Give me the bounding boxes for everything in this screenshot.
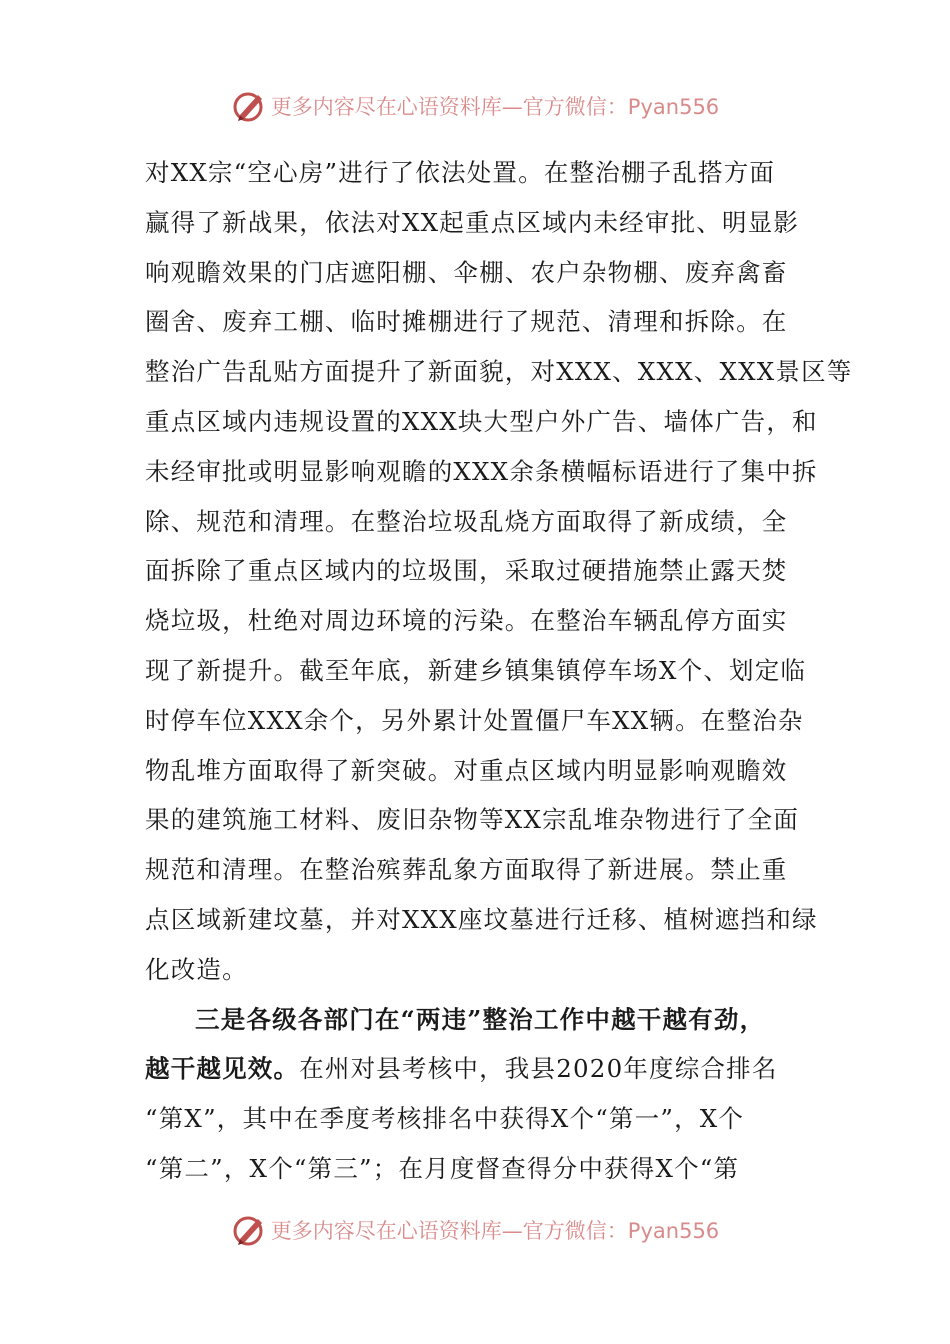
section-heading: 三是各级各部门在“两违”整治工作中越干越有劲，: [195, 1004, 766, 1034]
body-line: 烧垃圾，杜绝对周边环境的污染。在整治车辆乱停方面实: [145, 606, 788, 636]
document-body: [145, 148, 853, 1194]
body-line: “第二”，X个“第三”；在月度督查得分中获得X个“第: [145, 1153, 740, 1183]
body-line: 化改造。: [145, 954, 248, 984]
body-line: 响观瞻效果的门店遮阳棚、伞棚、农户杂物棚、废弃禽畜: [145, 257, 788, 287]
body-line: 圈舍、废弃工棚、临时摊棚进行了规范、清理和拆除。在: [145, 307, 788, 337]
body-line: 物乱堆方面取得了新突破。对重点区域内明显影响观瞻效: [145, 755, 788, 785]
body-line: 点区域新建坟墓，并对XXX座坟墓进行迁移、植树遮挡和绿: [145, 904, 818, 934]
body-line: 重点区域内违规设置的XXX块大型户外广告、墙体广告，和: [145, 406, 818, 436]
body-line: “第X”，其中在季度考核排名中获得X个“第一”，X个: [145, 1104, 745, 1134]
body-line: 赢得了新战果，依法对XX起重点区域内未经审批、明显影: [145, 207, 800, 237]
watermark-header: [0, 86, 950, 126]
watermark-footer: [0, 1210, 950, 1250]
watermark-text: 更多内容尽在心语资料库—官方微信：Pyan556: [270, 1219, 720, 1243]
section-heading-end: 越干越见效。: [145, 1054, 300, 1084]
body-line: 未经审批或明显影响观瞻的XXX余条横幅标语进行了集中拆: [145, 456, 818, 486]
body-line: 果的建筑施工材料、废旧杂物等XX宗乱堆杂物进行了全面: [145, 805, 800, 835]
body-line: 时停车位XXX余个，另外累计处置僵尸车XX辆。在整治杂: [145, 705, 804, 735]
body-line: 除、规范和清理。在整治垃圾乱烧方面取得了新成绩，全: [145, 506, 788, 536]
body-line: 现了新提升。截至年底，新建乡镇集镇停车场X个、划定临: [145, 655, 807, 685]
body-line: 面拆除了重点区域内的垃圾围，采取过硬措施禁止露天焚: [145, 556, 788, 586]
body-line: 整治广告乱贴方面提升了新面貌，对XXX、XXX、XXX景区等: [145, 357, 853, 387]
section-heading-continued: [145, 1044, 815, 1094]
body-line: 对XX宗“空心房”进行了依法处置。在整治棚子乱搭方面: [145, 158, 776, 187]
pen-circle-logo-icon: [231, 1212, 267, 1248]
watermark-text: 更多内容尽在心语资料库—官方微信：Pyan556: [270, 95, 720, 119]
body-line: 规范和清理。在整治殡葬乱象方面取得了新进展。禁止重: [145, 855, 788, 885]
section-text: 在州对县考核中，我县2020年度综合排名: [299, 1054, 778, 1084]
pen-circle-logo-icon: [231, 88, 267, 124]
